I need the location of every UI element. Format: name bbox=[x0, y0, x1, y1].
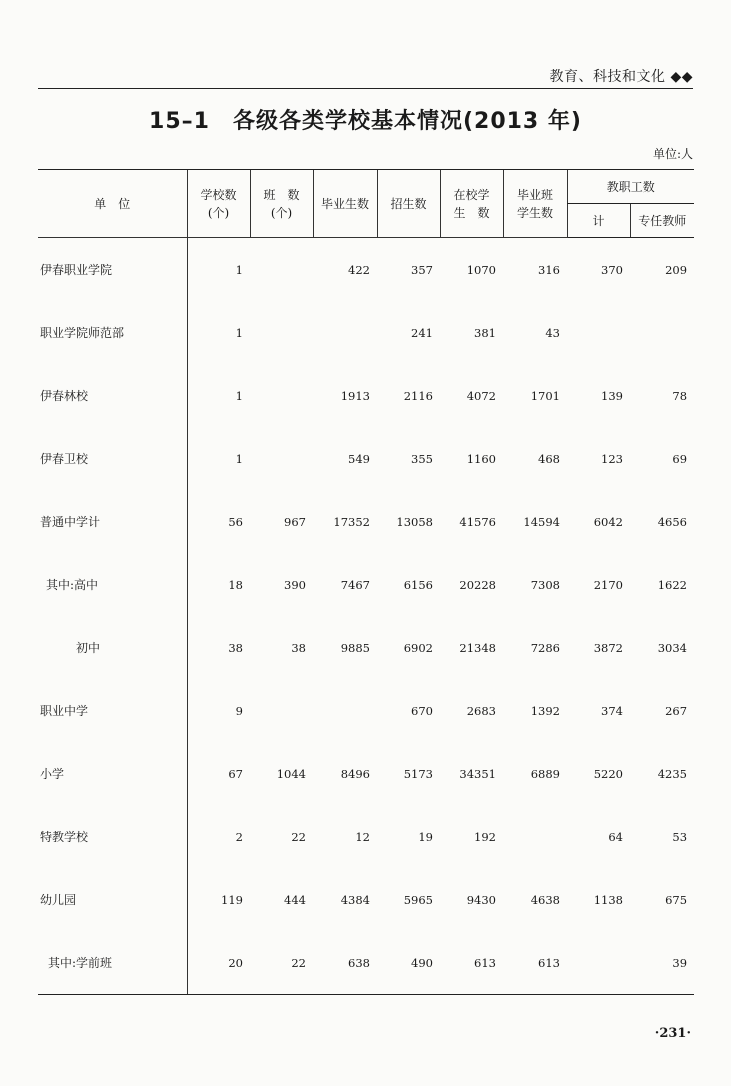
cell-enrollment: 355 bbox=[411, 451, 433, 466]
cell-graduates: 638 bbox=[313, 931, 377, 995]
cell-enrollment: 241 bbox=[411, 325, 433, 340]
row-name: 小学 bbox=[38, 742, 187, 805]
row-name: 其中:高中 bbox=[38, 553, 187, 616]
table-row bbox=[38, 553, 694, 616]
cell-classes bbox=[250, 427, 313, 490]
cell-classes bbox=[250, 364, 313, 427]
cell-teachers: 39 bbox=[630, 931, 694, 995]
cell-schools: 9 bbox=[235, 703, 243, 718]
header-classes bbox=[250, 170, 313, 238]
cell-staff-total: 5220 bbox=[593, 766, 623, 781]
cell-enrollment: 6156 bbox=[403, 577, 433, 592]
cell-grad-class: 7308 bbox=[530, 577, 560, 592]
cell-enrollment: 19 bbox=[418, 829, 433, 844]
cell-in-school: 4072 bbox=[466, 388, 496, 403]
cell-staff-total: 1138 bbox=[593, 892, 623, 907]
cell-grad-class: 1392 bbox=[530, 703, 560, 718]
table-row bbox=[38, 679, 694, 742]
cell-classes: 22 bbox=[250, 931, 313, 995]
header-classes-text: 班 数(个) bbox=[263, 187, 300, 220]
table-row bbox=[38, 427, 694, 490]
page-number: ·231· bbox=[654, 1026, 691, 1041]
row-name: 伊春职业学院 bbox=[38, 238, 187, 302]
cell-graduates: 422 bbox=[348, 262, 370, 277]
cell-schools: 1 bbox=[235, 388, 243, 403]
cell-classes: 38 bbox=[291, 640, 306, 655]
table-title: 15–1 各级各类学校基本情况(2013 年) bbox=[149, 109, 582, 134]
cell-graduates: 8496 bbox=[340, 766, 370, 781]
cell-enrollment: 13058 bbox=[396, 514, 433, 529]
header-unit: 单 位 bbox=[38, 170, 187, 238]
cell-classes bbox=[250, 301, 313, 364]
header-teachers: 专任教师 bbox=[630, 204, 694, 238]
cell-teachers: 69 bbox=[672, 451, 688, 466]
cell-staff-total bbox=[567, 931, 630, 995]
cell-enrollment: 2116 bbox=[403, 388, 433, 403]
row-name: 普通中学计 bbox=[38, 490, 187, 553]
cell-in-school: 613 bbox=[440, 931, 503, 995]
cell-schools: 119 bbox=[221, 892, 243, 907]
cell-staff-total bbox=[567, 301, 630, 364]
cell-enrollment: 6902 bbox=[403, 640, 433, 655]
cell-teachers: 1622 bbox=[657, 577, 688, 592]
cell-staff-total: 374 bbox=[601, 703, 623, 718]
cell-classes: 22 bbox=[291, 829, 306, 844]
cell-grad-class: 1701 bbox=[530, 388, 560, 403]
table-row bbox=[38, 805, 694, 868]
table-row bbox=[38, 742, 694, 805]
table-row bbox=[38, 364, 694, 427]
cell-grad-class: 14594 bbox=[523, 514, 560, 529]
cell-staff-total: 370 bbox=[601, 262, 623, 277]
cell-teachers: 675 bbox=[665, 892, 688, 907]
cell-classes: 444 bbox=[284, 892, 306, 907]
table-row bbox=[38, 238, 694, 302]
cell-schools: 56 bbox=[228, 514, 243, 529]
cell-graduates: 17352 bbox=[333, 514, 370, 529]
table-row bbox=[38, 931, 694, 995]
cell-in-school: 2683 bbox=[466, 703, 496, 718]
table-row bbox=[38, 616, 694, 679]
header-grad-class-text: 毕业班学生数 bbox=[516, 187, 553, 220]
table-row bbox=[38, 301, 694, 364]
cell-in-school: 1070 bbox=[466, 262, 496, 277]
cell-staff-total: 64 bbox=[608, 829, 623, 844]
cell-in-school: 9430 bbox=[466, 892, 496, 907]
cell-in-school: 381 bbox=[474, 325, 496, 340]
cell-schools: 1 bbox=[235, 451, 243, 466]
cell-grad-class: 468 bbox=[538, 451, 560, 466]
row-name: 职业中学 bbox=[38, 679, 187, 742]
cell-grad-class bbox=[503, 805, 567, 868]
cell-teachers bbox=[630, 301, 694, 364]
cell-classes: 967 bbox=[284, 514, 306, 529]
cell-graduates: 12 bbox=[355, 829, 370, 844]
cell-staff-total: 6042 bbox=[593, 514, 623, 529]
cell-enrollment: 670 bbox=[411, 703, 433, 718]
cell-classes: 390 bbox=[284, 577, 306, 592]
header-staff: 教职工数 bbox=[567, 170, 694, 204]
row-name: 伊春林校 bbox=[38, 364, 187, 427]
cell-classes bbox=[250, 679, 313, 742]
cell-enrollment: 357 bbox=[411, 262, 433, 277]
row-name: 其中:学前班 bbox=[38, 931, 187, 995]
cell-graduates bbox=[313, 301, 377, 364]
header-graduates: 毕业生数 bbox=[313, 170, 377, 238]
cell-grad-class: 6889 bbox=[530, 766, 560, 781]
cell-graduates bbox=[313, 679, 377, 742]
cell-teachers: 267 bbox=[665, 703, 688, 718]
cell-grad-class: 316 bbox=[538, 262, 560, 277]
cell-teachers: 78 bbox=[672, 388, 688, 403]
cell-enrollment: 490 bbox=[377, 931, 440, 995]
cell-grad-class: 4638 bbox=[530, 892, 560, 907]
cell-grad-class: 43 bbox=[545, 325, 560, 340]
cell-graduates: 4384 bbox=[340, 892, 370, 907]
cell-schools: 1 bbox=[235, 262, 243, 277]
row-name: 伊春卫校 bbox=[38, 427, 187, 490]
cell-teachers: 4656 bbox=[657, 514, 688, 529]
header-schools-text: 学校数(个) bbox=[200, 187, 237, 220]
cell-classes: 1044 bbox=[276, 766, 306, 781]
cell-in-school: 192 bbox=[474, 829, 496, 844]
table-row bbox=[38, 868, 694, 931]
cell-teachers: 4235 bbox=[657, 766, 688, 781]
cell-classes bbox=[250, 238, 313, 302]
table-row bbox=[38, 490, 694, 553]
school-stats-table bbox=[38, 169, 694, 995]
cell-grad-class: 7286 bbox=[530, 640, 560, 655]
cell-grad-class: 613 bbox=[503, 931, 567, 995]
cell-schools: 20 bbox=[187, 931, 250, 995]
cell-schools: 1 bbox=[235, 325, 243, 340]
header-in-school bbox=[440, 170, 503, 238]
cell-staff-total: 139 bbox=[601, 388, 623, 403]
header-enrollment: 招生数 bbox=[377, 170, 440, 238]
running-head-rule bbox=[38, 88, 693, 89]
cell-graduates: 549 bbox=[348, 451, 370, 466]
header-in-school-text: 在校学生 数 bbox=[453, 187, 490, 220]
cell-staff-total: 3872 bbox=[593, 640, 623, 655]
header-schools bbox=[187, 170, 250, 238]
row-name: 幼儿园 bbox=[38, 868, 187, 931]
header-grad-class bbox=[503, 170, 567, 238]
cell-schools: 2 bbox=[235, 829, 243, 844]
cell-in-school: 21348 bbox=[459, 640, 496, 655]
cell-in-school: 41576 bbox=[459, 514, 496, 529]
cell-staff-total: 2170 bbox=[593, 577, 623, 592]
cell-teachers: 53 bbox=[672, 829, 688, 844]
cell-schools: 67 bbox=[228, 766, 243, 781]
cell-staff-total: 123 bbox=[601, 451, 623, 466]
cell-in-school: 34351 bbox=[459, 766, 496, 781]
cell-teachers: 209 bbox=[665, 262, 688, 277]
header-staff-total: 计 bbox=[567, 204, 630, 238]
cell-graduates: 7467 bbox=[340, 577, 370, 592]
cell-teachers: 3034 bbox=[657, 640, 688, 655]
cell-schools: 18 bbox=[228, 577, 243, 592]
unit-note: 单位:人 bbox=[652, 147, 693, 161]
cell-graduates: 1913 bbox=[340, 388, 370, 403]
cell-schools: 38 bbox=[228, 640, 243, 655]
row-name: 职业学院师范部 bbox=[38, 301, 187, 364]
cell-in-school: 20228 bbox=[459, 577, 496, 592]
row-name: 特教学校 bbox=[38, 805, 187, 868]
cell-enrollment: 5173 bbox=[403, 766, 433, 781]
cell-in-school: 1160 bbox=[466, 451, 496, 466]
running-head: 教育、科技和文化 ◆◆ bbox=[549, 69, 693, 85]
cell-enrollment: 5965 bbox=[403, 892, 433, 907]
cell-graduates: 9885 bbox=[340, 640, 370, 655]
row-name: 初中 bbox=[38, 616, 187, 679]
